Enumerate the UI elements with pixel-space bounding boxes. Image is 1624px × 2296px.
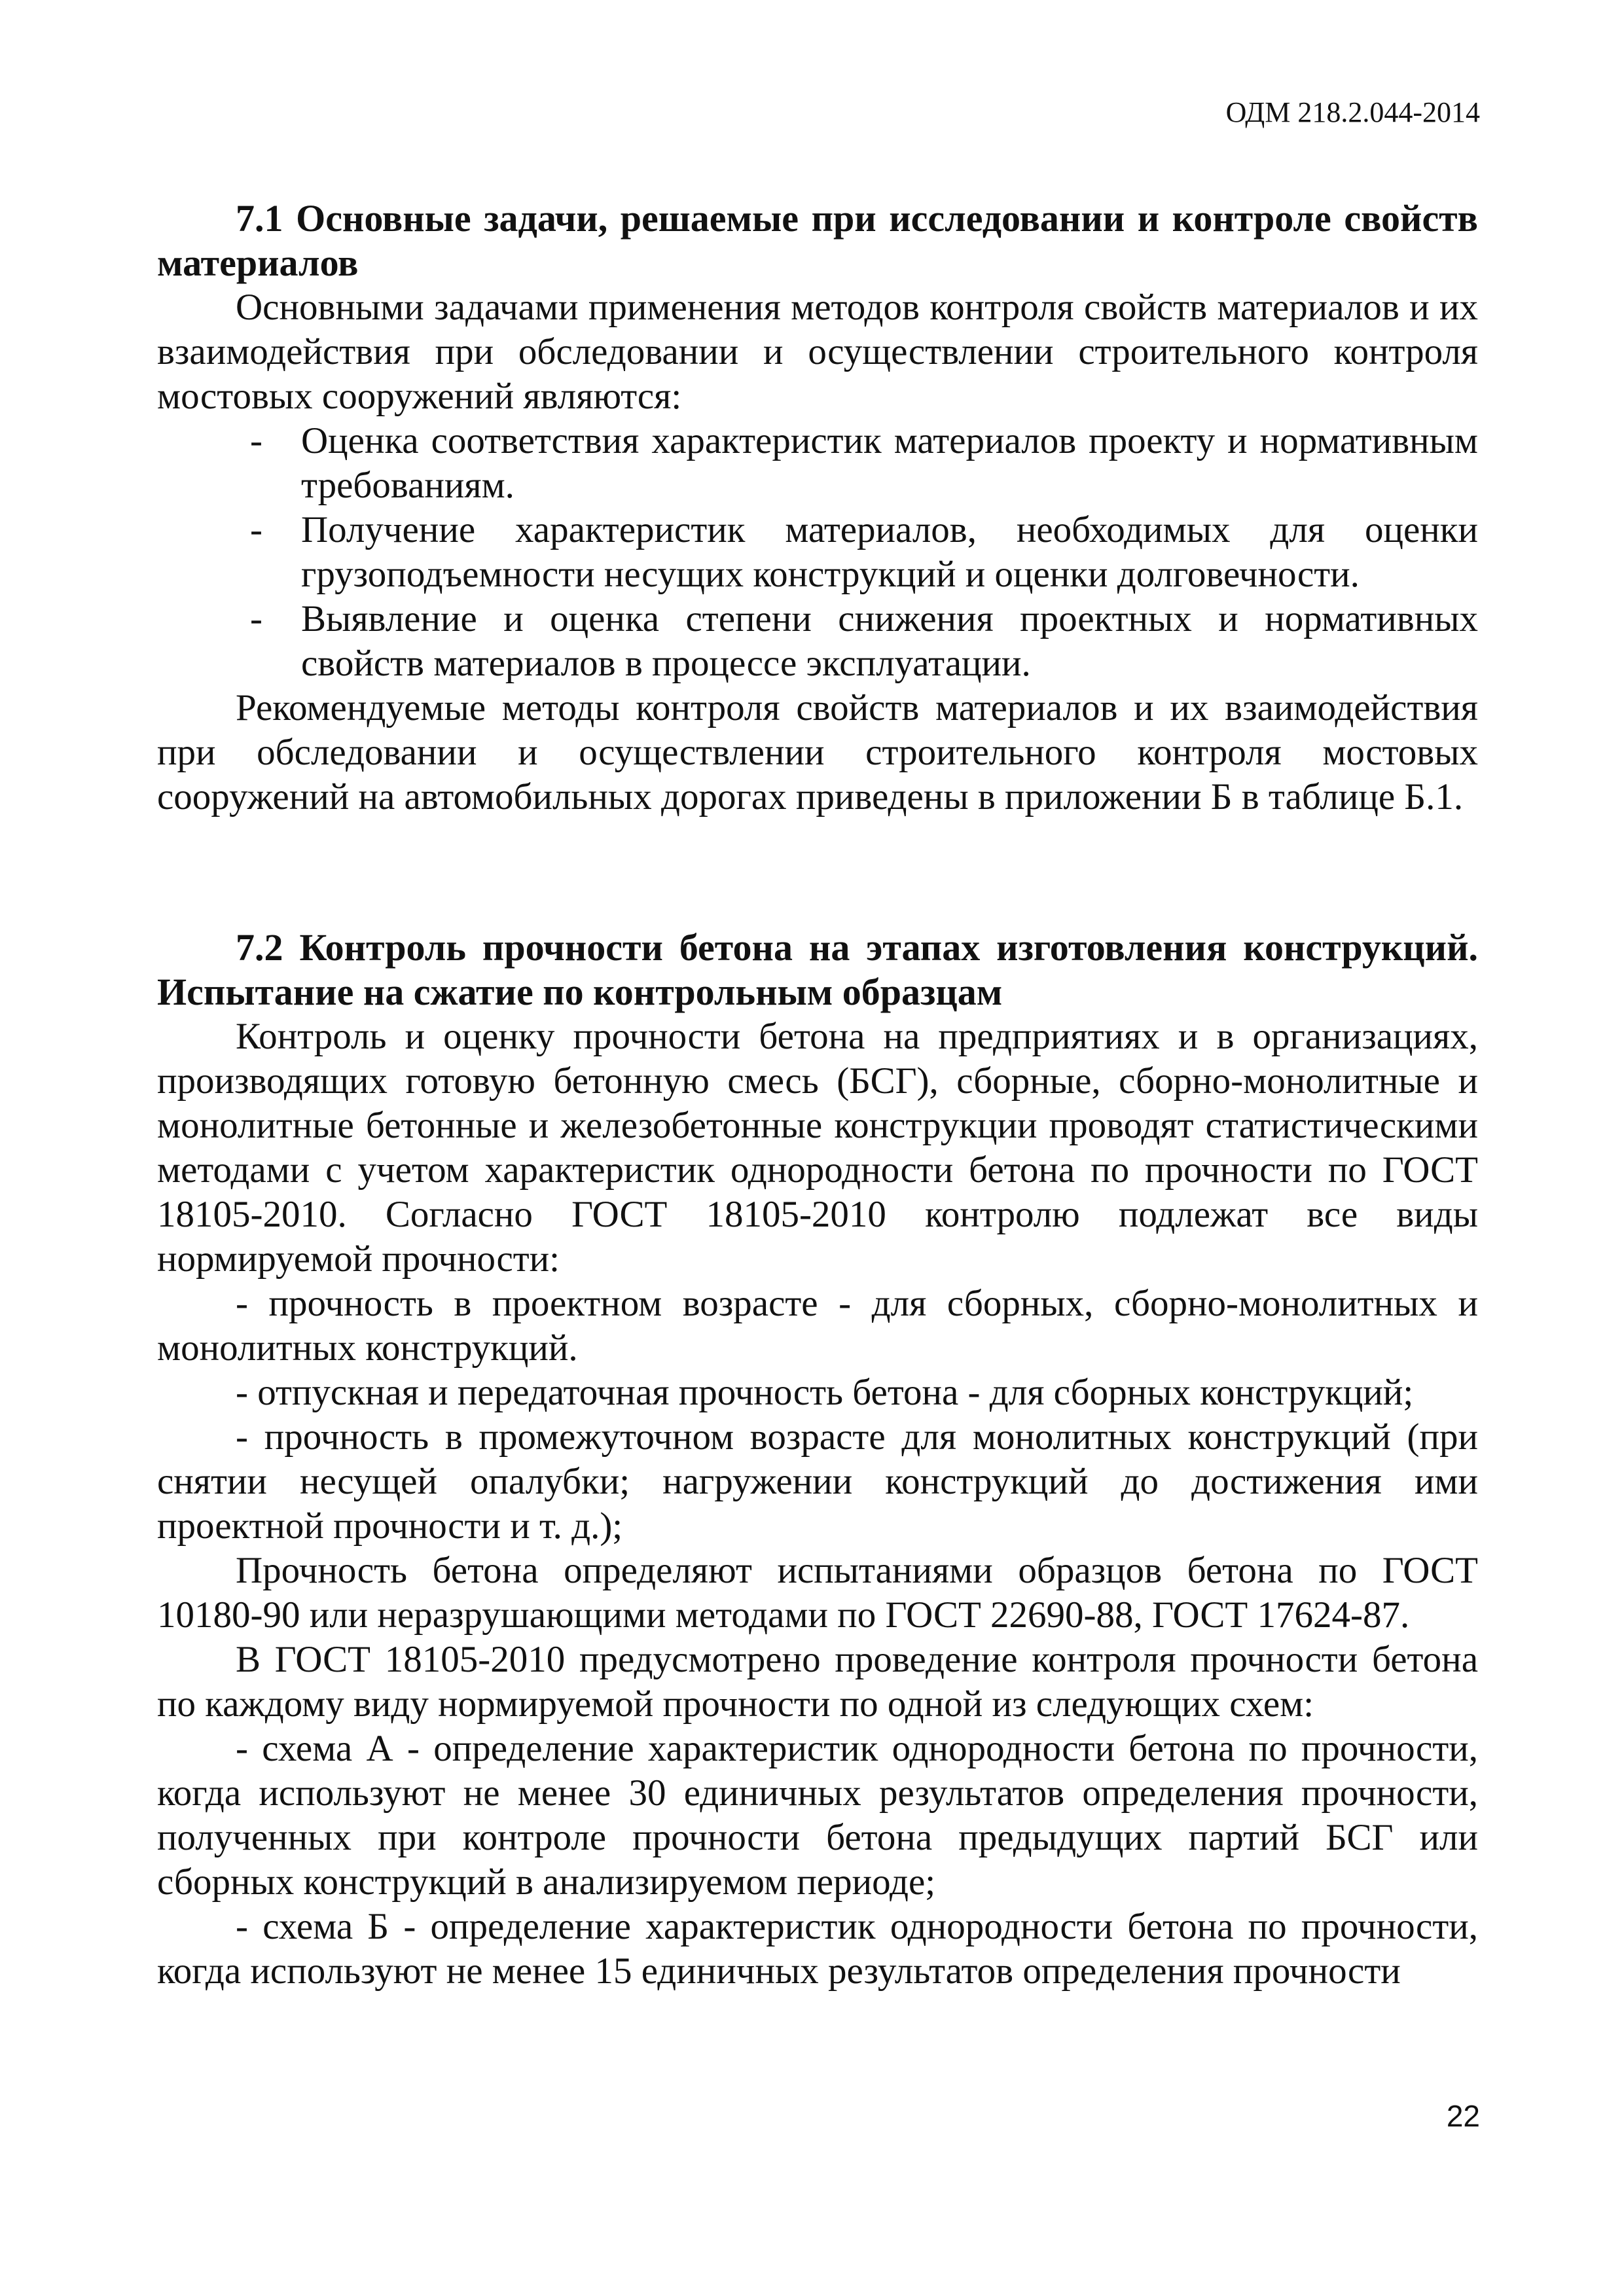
section-7-1-heading: 7.1 Основные задачи, решаемые при исследовании и контроле свойств материалов (157, 197, 1478, 284)
list-dash: - (250, 420, 262, 461)
document-code: ОДМ 218.2.044-2014 (1225, 96, 1480, 128)
list-item-text: Оценка соответствия характеристик материалов проекту и нормативным требованиям. (301, 420, 1478, 506)
paragraph: - прочность в проектном возрасте - для сборных, сборно-монолитных и монолитных конструкций. (157, 1283, 1478, 1369)
paragraph: - схема Б - определение характеристик однородности бетона по прочности, когда используют не менее 15 единичных результатов определения прочности (157, 1906, 1478, 1992)
paragraph: Прочность бетона определяют испытаниями образцов бетона по ГОСТ 10180-90 или неразрушающими методами по ГОСТ 22690-88, ГОСТ 17624-87. (157, 1550, 1478, 1636)
section-7-1-outro: Рекомендуемые методы контроля свойств материалов и их взаимодействия при обследовании и осуществлении строительного контроля мостовых сооружений на автомобильных дорогах приведены в приложении Б в таблице Б.1. (157, 687, 1478, 817)
tasks-list (157, 419, 1478, 686)
paragraph: Контроль и оценку прочности бетона на предприятиях и в организациях, производящих готовую бетонную смесь (БСГ), сборные, сборно-монолитные и монолитные бетонные и железобетонные конструкции проводят статистическими методами с учетом характеристик однородности бетона по прочности по ГОСТ 18105-2010. Согласно ГОСТ 18105-2010 контролю подлежат все виды нормируемой прочности: (157, 1016, 1478, 1280)
page-content (157, 196, 1478, 1994)
paragraph: - отпускная и передаточная прочность бетона - для сборных конструкций; (236, 1372, 1414, 1413)
section-spacer (157, 819, 1478, 925)
section-7-1-intro: Основными задачами применения методов контроля свойств материалов и их взаимодействия при обследовании и осуществлении строительного контроля мостовых сооружений являются: (157, 287, 1478, 417)
list-item-text: Получение характеристик материалов, необходимых для оценки грузоподъемности несущих конструкций и оценки долговечности. (301, 509, 1478, 595)
paragraph: В ГОСТ 18105-2010 предусмотрено проведение контроля прочности бетона по каждому виду нормируемой прочности по одной из следующих схем: (157, 1639, 1478, 1725)
list-item (157, 508, 1478, 597)
list-dash: - (250, 598, 262, 639)
section-7-2-heading: 7.2 Контроль прочности бетона на этапах изготовления конструкций. Испытание на сжатие по контрольным образцам (157, 926, 1478, 1013)
list-dash: - (250, 509, 262, 550)
paragraph: - схема А - определение характеристик однородности бетона по прочности, когда используют не менее 30 единичных результатов определения прочности, полученных при контроле прочности бетона предыдущих партий БСГ или сборных конструкций в анализируемом периоде; (157, 1728, 1478, 1903)
list-item (157, 419, 1478, 508)
list-item (157, 597, 1478, 686)
list-item-text: Выявление и оценка степени снижения проектных и нормативных свойств материалов в процессе эксплуатации. (301, 598, 1478, 684)
page-number: 22 (1446, 2099, 1480, 2133)
paragraph: - прочность в промежуточном возрасте для монолитных конструкций (при снятии несущей опалубки; нагружении конструкций до достижения ими проектной прочности и т. д.); (157, 1416, 1478, 1547)
